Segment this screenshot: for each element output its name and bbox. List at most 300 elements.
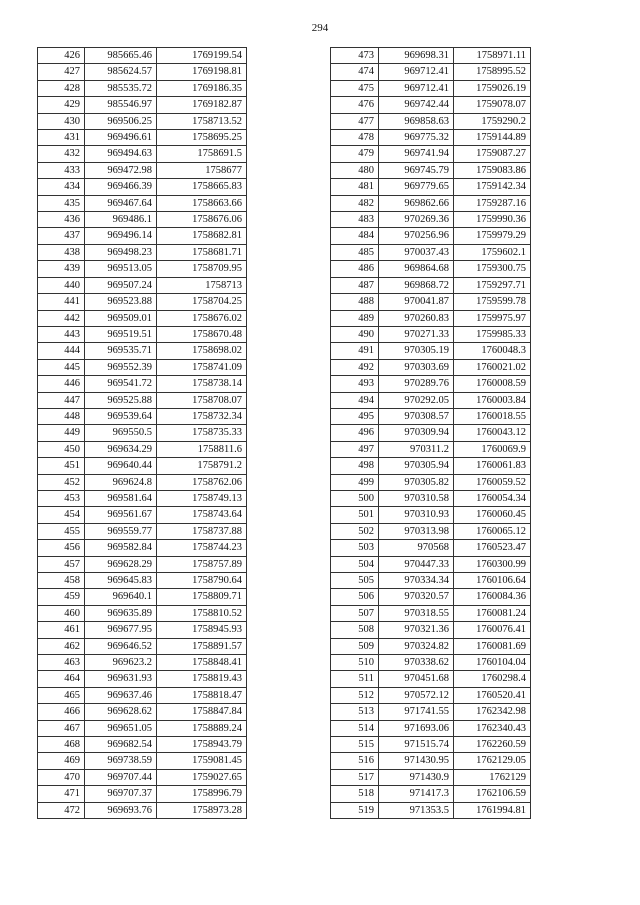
- y-coordinate-cell: 1759026.19: [454, 80, 531, 96]
- y-coordinate-cell: 1762340.43: [454, 720, 531, 736]
- x-coordinate-cell: 970324.82: [379, 638, 454, 654]
- y-coordinate-cell: 1760298.4: [454, 671, 531, 687]
- table-row: [331, 589, 531, 605]
- x-coordinate-cell: 969779.65: [379, 179, 454, 195]
- x-coordinate-cell: 969541.72: [85, 376, 157, 392]
- x-coordinate-cell: 969742.44: [379, 97, 454, 113]
- table-row: [331, 687, 531, 703]
- x-coordinate-cell: 969496.14: [85, 228, 157, 244]
- point-number-cell: 513: [331, 704, 379, 720]
- y-coordinate-cell: 1760065.12: [454, 523, 531, 539]
- point-number-cell: 518: [331, 786, 379, 802]
- x-coordinate-cell: 969693.76: [85, 802, 157, 818]
- table-row: [38, 326, 247, 342]
- table-row: [331, 802, 531, 818]
- table-row: [38, 671, 247, 687]
- x-coordinate-cell: 970311.2: [379, 441, 454, 457]
- point-number-cell: 434: [38, 179, 85, 195]
- y-coordinate-cell: 1759979.29: [454, 228, 531, 244]
- point-number-cell: 427: [38, 64, 85, 80]
- y-coordinate-cell: 1758738.14: [157, 376, 247, 392]
- x-coordinate-cell: 969775.32: [379, 130, 454, 146]
- x-coordinate-cell: 970338.62: [379, 655, 454, 671]
- point-number-cell: 510: [331, 655, 379, 671]
- x-coordinate-cell: 969635.89: [85, 605, 157, 621]
- x-coordinate-cell: 969472.98: [85, 162, 157, 178]
- x-coordinate-cell: 969707.44: [85, 769, 157, 785]
- x-coordinate-cell: 969707.37: [85, 786, 157, 802]
- y-coordinate-cell: 1758713: [157, 277, 247, 293]
- point-number-cell: 491: [331, 343, 379, 359]
- table-row: [38, 162, 247, 178]
- table-row: [331, 408, 531, 424]
- table-row: [38, 687, 247, 703]
- point-number-cell: 454: [38, 507, 85, 523]
- y-coordinate-cell: 1758682.81: [157, 228, 247, 244]
- y-coordinate-cell: 1758757.89: [157, 556, 247, 572]
- x-coordinate-cell: 971430.95: [379, 753, 454, 769]
- point-number-cell: 428: [38, 80, 85, 96]
- x-coordinate-cell: 969738.59: [85, 753, 157, 769]
- x-coordinate-cell: 970310.58: [379, 490, 454, 506]
- x-coordinate-cell: 969494.63: [85, 146, 157, 162]
- point-number-cell: 470: [38, 769, 85, 785]
- point-number-cell: 517: [331, 769, 379, 785]
- point-number-cell: 504: [331, 556, 379, 572]
- y-coordinate-cell: 1760054.34: [454, 490, 531, 506]
- y-coordinate-cell: 1760003.84: [454, 392, 531, 408]
- y-coordinate-cell: 1758811.6: [157, 441, 247, 457]
- x-coordinate-cell: 969486.1: [85, 212, 157, 228]
- x-coordinate-cell: 969624.8: [85, 474, 157, 490]
- y-coordinate-cell: 1758713.52: [157, 113, 247, 129]
- table-row: [38, 97, 247, 113]
- x-coordinate-cell: 969682.54: [85, 737, 157, 753]
- y-coordinate-cell: 1760520.41: [454, 687, 531, 703]
- y-coordinate-cell: 1758995.52: [454, 64, 531, 80]
- x-coordinate-cell: 969698.31: [379, 48, 454, 64]
- table-row: [38, 556, 247, 572]
- x-coordinate-cell: 970041.87: [379, 294, 454, 310]
- point-number-cell: 433: [38, 162, 85, 178]
- y-coordinate-cell: 1758943.79: [157, 737, 247, 753]
- y-coordinate-cell: 1760104.04: [454, 655, 531, 671]
- table-row: [331, 146, 531, 162]
- table-row: [38, 802, 247, 818]
- x-coordinate-cell: 969646.52: [85, 638, 157, 654]
- x-coordinate-cell: 969741.94: [379, 146, 454, 162]
- point-number-cell: 475: [331, 80, 379, 96]
- point-number-cell: 440: [38, 277, 85, 293]
- coordinates-table-left: [37, 47, 247, 819]
- table-row: [38, 704, 247, 720]
- table-row: [331, 540, 531, 556]
- table-row: [38, 425, 247, 441]
- point-number-cell: 447: [38, 392, 85, 408]
- table-row: [38, 392, 247, 408]
- y-coordinate-cell: 1758762.06: [157, 474, 247, 490]
- point-number-cell: 494: [331, 392, 379, 408]
- table-row: [331, 753, 531, 769]
- table-row: [331, 244, 531, 260]
- table-row: [38, 113, 247, 129]
- y-coordinate-cell: 1769186.35: [157, 80, 247, 96]
- point-number-cell: 437: [38, 228, 85, 244]
- y-coordinate-cell: 1758676.06: [157, 212, 247, 228]
- x-coordinate-cell: 985546.97: [85, 97, 157, 113]
- y-coordinate-cell: 1762106.59: [454, 786, 531, 802]
- x-coordinate-cell: 969634.29: [85, 441, 157, 457]
- point-number-cell: 456: [38, 540, 85, 556]
- point-number-cell: 439: [38, 261, 85, 277]
- y-coordinate-cell: 1762260.59: [454, 737, 531, 753]
- x-coordinate-cell: 969868.72: [379, 277, 454, 293]
- table-row: [38, 212, 247, 228]
- table-row: [331, 425, 531, 441]
- table-row: [38, 490, 247, 506]
- point-number-cell: 450: [38, 441, 85, 457]
- point-number-cell: 464: [38, 671, 85, 687]
- y-coordinate-cell: 1760043.12: [454, 425, 531, 441]
- point-number-cell: 462: [38, 638, 85, 654]
- point-number-cell: 443: [38, 326, 85, 342]
- point-number-cell: 460: [38, 605, 85, 621]
- y-coordinate-cell: 1758681.71: [157, 244, 247, 260]
- point-number-cell: 471: [38, 786, 85, 802]
- point-number-cell: 473: [331, 48, 379, 64]
- table-row: [38, 786, 247, 802]
- x-coordinate-cell: 969623.2: [85, 655, 157, 671]
- y-coordinate-cell: 1759027.65: [157, 769, 247, 785]
- y-coordinate-cell: 1758973.28: [157, 802, 247, 818]
- table-row: [331, 130, 531, 146]
- y-coordinate-cell: 1758732.34: [157, 408, 247, 424]
- x-coordinate-cell: 969712.41: [379, 80, 454, 96]
- point-number-cell: 469: [38, 753, 85, 769]
- table-row: [331, 195, 531, 211]
- y-coordinate-cell: 1758847.84: [157, 704, 247, 720]
- x-coordinate-cell: 969466.39: [85, 179, 157, 195]
- table-row: [331, 769, 531, 785]
- x-coordinate-cell: 971417.3: [379, 786, 454, 802]
- point-number-cell: 486: [331, 261, 379, 277]
- point-number-cell: 436: [38, 212, 85, 228]
- y-coordinate-cell: 1758749.13: [157, 490, 247, 506]
- y-coordinate-cell: 1759602.1: [454, 244, 531, 260]
- x-coordinate-cell: 969523.88: [85, 294, 157, 310]
- x-coordinate-cell: 971693.06: [379, 720, 454, 736]
- point-number-cell: 487: [331, 277, 379, 293]
- y-coordinate-cell: 1758704.25: [157, 294, 247, 310]
- table-row: [38, 48, 247, 64]
- y-coordinate-cell: 1760081.24: [454, 605, 531, 621]
- table-row: [38, 64, 247, 80]
- x-coordinate-cell: 969535.71: [85, 343, 157, 359]
- table-row: [38, 441, 247, 457]
- point-number-cell: 465: [38, 687, 85, 703]
- y-coordinate-cell: 1759599.78: [454, 294, 531, 310]
- point-number-cell: 508: [331, 622, 379, 638]
- table-row: [38, 294, 247, 310]
- point-number-cell: 482: [331, 195, 379, 211]
- y-coordinate-cell: 1758677: [157, 162, 247, 178]
- point-number-cell: 467: [38, 720, 85, 736]
- point-number-cell: 484: [331, 228, 379, 244]
- table-row: [331, 162, 531, 178]
- table-row: [331, 326, 531, 342]
- table-row: [331, 523, 531, 539]
- y-coordinate-cell: 1758695.25: [157, 130, 247, 146]
- x-coordinate-cell: 969561.67: [85, 507, 157, 523]
- point-number-cell: 474: [331, 64, 379, 80]
- table-row: [331, 605, 531, 621]
- y-coordinate-cell: 1759142.34: [454, 179, 531, 195]
- x-coordinate-cell: 969550.5: [85, 425, 157, 441]
- point-number-cell: 481: [331, 179, 379, 195]
- x-coordinate-cell: 969539.64: [85, 408, 157, 424]
- y-coordinate-cell: 1760106.64: [454, 573, 531, 589]
- table-row: [38, 244, 247, 260]
- x-coordinate-cell: 969498.23: [85, 244, 157, 260]
- table-row: [331, 671, 531, 687]
- y-coordinate-cell: 1758665.83: [157, 179, 247, 195]
- y-coordinate-cell: 1760021.02: [454, 359, 531, 375]
- point-number-cell: 466: [38, 704, 85, 720]
- table-row: [38, 720, 247, 736]
- y-coordinate-cell: 1758663.66: [157, 195, 247, 211]
- point-number-cell: 441: [38, 294, 85, 310]
- y-coordinate-cell: 1758709.95: [157, 261, 247, 277]
- table-row: [38, 261, 247, 277]
- x-coordinate-cell: 969640.1: [85, 589, 157, 605]
- x-coordinate-cell: 970318.55: [379, 605, 454, 621]
- x-coordinate-cell: 971353.5: [379, 802, 454, 818]
- table-row: [38, 507, 247, 523]
- point-number-cell: 435: [38, 195, 85, 211]
- x-coordinate-cell: 970305.94: [379, 458, 454, 474]
- x-coordinate-cell: 970269.36: [379, 212, 454, 228]
- table-row: [38, 359, 247, 375]
- point-number-cell: 497: [331, 441, 379, 457]
- table-row: [331, 310, 531, 326]
- point-number-cell: 449: [38, 425, 85, 441]
- x-coordinate-cell: 970320.57: [379, 589, 454, 605]
- y-coordinate-cell: 1760048.3: [454, 343, 531, 359]
- y-coordinate-cell: 1760300.99: [454, 556, 531, 572]
- y-coordinate-cell: 1758945.93: [157, 622, 247, 638]
- table-row: [38, 179, 247, 195]
- x-coordinate-cell: 969637.46: [85, 687, 157, 703]
- table-row: [331, 458, 531, 474]
- table-row: [331, 507, 531, 523]
- table-row: [331, 622, 531, 638]
- point-number-cell: 502: [331, 523, 379, 539]
- x-coordinate-cell: 970568: [379, 540, 454, 556]
- point-number-cell: 455: [38, 523, 85, 539]
- x-coordinate-cell: 970313.98: [379, 523, 454, 539]
- x-coordinate-cell: 969745.79: [379, 162, 454, 178]
- point-number-cell: 501: [331, 507, 379, 523]
- table-row: [38, 195, 247, 211]
- y-coordinate-cell: 1758708.07: [157, 392, 247, 408]
- point-number-cell: 505: [331, 573, 379, 589]
- y-coordinate-cell: 1759078.07: [454, 97, 531, 113]
- table-row: [331, 556, 531, 572]
- x-coordinate-cell: 985624.57: [85, 64, 157, 80]
- y-coordinate-cell: 1759287.16: [454, 195, 531, 211]
- table-row: [38, 605, 247, 621]
- point-number-cell: 444: [38, 343, 85, 359]
- x-coordinate-cell: 969640.44: [85, 458, 157, 474]
- table-row: [38, 573, 247, 589]
- table-row: [331, 704, 531, 720]
- point-number-cell: 431: [38, 130, 85, 146]
- y-coordinate-cell: 1758741.09: [157, 359, 247, 375]
- point-number-cell: 429: [38, 97, 85, 113]
- point-number-cell: 488: [331, 294, 379, 310]
- y-coordinate-cell: 1760018.55: [454, 408, 531, 424]
- x-coordinate-cell: 985535.72: [85, 80, 157, 96]
- y-coordinate-cell: 1760008.59: [454, 376, 531, 392]
- point-number-cell: 496: [331, 425, 379, 441]
- table-row: [38, 769, 247, 785]
- table-row: [38, 753, 247, 769]
- point-number-cell: 511: [331, 671, 379, 687]
- x-coordinate-cell: 970310.93: [379, 507, 454, 523]
- x-coordinate-cell: 969513.05: [85, 261, 157, 277]
- y-coordinate-cell: 1769199.54: [157, 48, 247, 64]
- x-coordinate-cell: 970308.57: [379, 408, 454, 424]
- x-coordinate-cell: 969628.62: [85, 704, 157, 720]
- y-coordinate-cell: 1758819.43: [157, 671, 247, 687]
- y-coordinate-cell: 1759990.36: [454, 212, 531, 228]
- x-coordinate-cell: 970305.19: [379, 343, 454, 359]
- point-number-cell: 476: [331, 97, 379, 113]
- point-number-cell: 457: [38, 556, 85, 572]
- y-coordinate-cell: 1759144.89: [454, 130, 531, 146]
- x-coordinate-cell: 970321.36: [379, 622, 454, 638]
- y-coordinate-cell: 1758698.02: [157, 343, 247, 359]
- x-coordinate-cell: 969858.63: [379, 113, 454, 129]
- y-coordinate-cell: 1762129.05: [454, 753, 531, 769]
- table-row: [331, 376, 531, 392]
- point-number-cell: 499: [331, 474, 379, 490]
- y-coordinate-cell: 1761994.81: [454, 802, 531, 818]
- x-coordinate-cell: 969645.83: [85, 573, 157, 589]
- y-coordinate-cell: 1760523.47: [454, 540, 531, 556]
- x-coordinate-cell: 970289.76: [379, 376, 454, 392]
- point-number-cell: 490: [331, 326, 379, 342]
- y-coordinate-cell: 1758889.24: [157, 720, 247, 736]
- x-coordinate-cell: 971741.55: [379, 704, 454, 720]
- y-coordinate-cell: 1758818.47: [157, 687, 247, 703]
- point-number-cell: 519: [331, 802, 379, 818]
- y-coordinate-cell: 1758737.88: [157, 523, 247, 539]
- table-row: [38, 655, 247, 671]
- point-number-cell: 516: [331, 753, 379, 769]
- point-number-cell: 506: [331, 589, 379, 605]
- table-row: [331, 261, 531, 277]
- x-coordinate-cell: 970303.69: [379, 359, 454, 375]
- x-coordinate-cell: 970572.12: [379, 687, 454, 703]
- table-row: [38, 277, 247, 293]
- table-row: [331, 392, 531, 408]
- table-row: [331, 48, 531, 64]
- y-coordinate-cell: 1758790.64: [157, 573, 247, 589]
- y-coordinate-cell: 1758691.5: [157, 146, 247, 162]
- x-coordinate-cell: 970447.33: [379, 556, 454, 572]
- point-number-cell: 492: [331, 359, 379, 375]
- y-coordinate-cell: 1758735.33: [157, 425, 247, 441]
- table-row: [38, 458, 247, 474]
- y-coordinate-cell: 1760084.36: [454, 589, 531, 605]
- point-number-cell: 458: [38, 573, 85, 589]
- table-row: [331, 343, 531, 359]
- point-number-cell: 468: [38, 737, 85, 753]
- y-coordinate-cell: 1760059.52: [454, 474, 531, 490]
- y-coordinate-cell: 1760061.83: [454, 458, 531, 474]
- point-number-cell: 514: [331, 720, 379, 736]
- table-row: [331, 474, 531, 490]
- table-row: [38, 474, 247, 490]
- x-coordinate-cell: 969525.88: [85, 392, 157, 408]
- y-coordinate-cell: 1758743.64: [157, 507, 247, 523]
- table-row: [331, 359, 531, 375]
- point-number-cell: 477: [331, 113, 379, 129]
- table-row: [38, 540, 247, 556]
- point-number-cell: 472: [38, 802, 85, 818]
- table-row: [331, 490, 531, 506]
- x-coordinate-cell: 969677.95: [85, 622, 157, 638]
- table-row: [38, 523, 247, 539]
- y-coordinate-cell: 1758891.57: [157, 638, 247, 654]
- x-coordinate-cell: 969509.01: [85, 310, 157, 326]
- y-coordinate-cell: 1759081.45: [157, 753, 247, 769]
- y-coordinate-cell: 1759975.97: [454, 310, 531, 326]
- y-coordinate-cell: 1758676.02: [157, 310, 247, 326]
- y-coordinate-cell: 1760069.9: [454, 441, 531, 457]
- y-coordinate-cell: 1769198.81: [157, 64, 247, 80]
- point-number-cell: 453: [38, 490, 85, 506]
- point-number-cell: 445: [38, 359, 85, 375]
- y-coordinate-cell: 1758670.48: [157, 326, 247, 342]
- point-number-cell: 507: [331, 605, 379, 621]
- x-coordinate-cell: 970451.68: [379, 671, 454, 687]
- y-coordinate-cell: 1769182.87: [157, 97, 247, 113]
- point-number-cell: 489: [331, 310, 379, 326]
- table-row: [38, 228, 247, 244]
- table-row: [331, 64, 531, 80]
- table-row: [331, 113, 531, 129]
- x-coordinate-cell: 969582.84: [85, 540, 157, 556]
- y-coordinate-cell: 1758809.71: [157, 589, 247, 605]
- x-coordinate-cell: 969651.05: [85, 720, 157, 736]
- point-number-cell: 459: [38, 589, 85, 605]
- point-number-cell: 426: [38, 48, 85, 64]
- y-coordinate-cell: 1759985.33: [454, 326, 531, 342]
- x-coordinate-cell: 970305.82: [379, 474, 454, 490]
- table-row: [38, 622, 247, 638]
- table-row: [331, 228, 531, 244]
- y-coordinate-cell: 1759300.75: [454, 261, 531, 277]
- y-coordinate-cell: 1758971.11: [454, 48, 531, 64]
- y-coordinate-cell: 1759297.71: [454, 277, 531, 293]
- point-number-cell: 498: [331, 458, 379, 474]
- table-row: [38, 130, 247, 146]
- point-number-cell: 483: [331, 212, 379, 228]
- x-coordinate-cell: 970260.83: [379, 310, 454, 326]
- point-number-cell: 495: [331, 408, 379, 424]
